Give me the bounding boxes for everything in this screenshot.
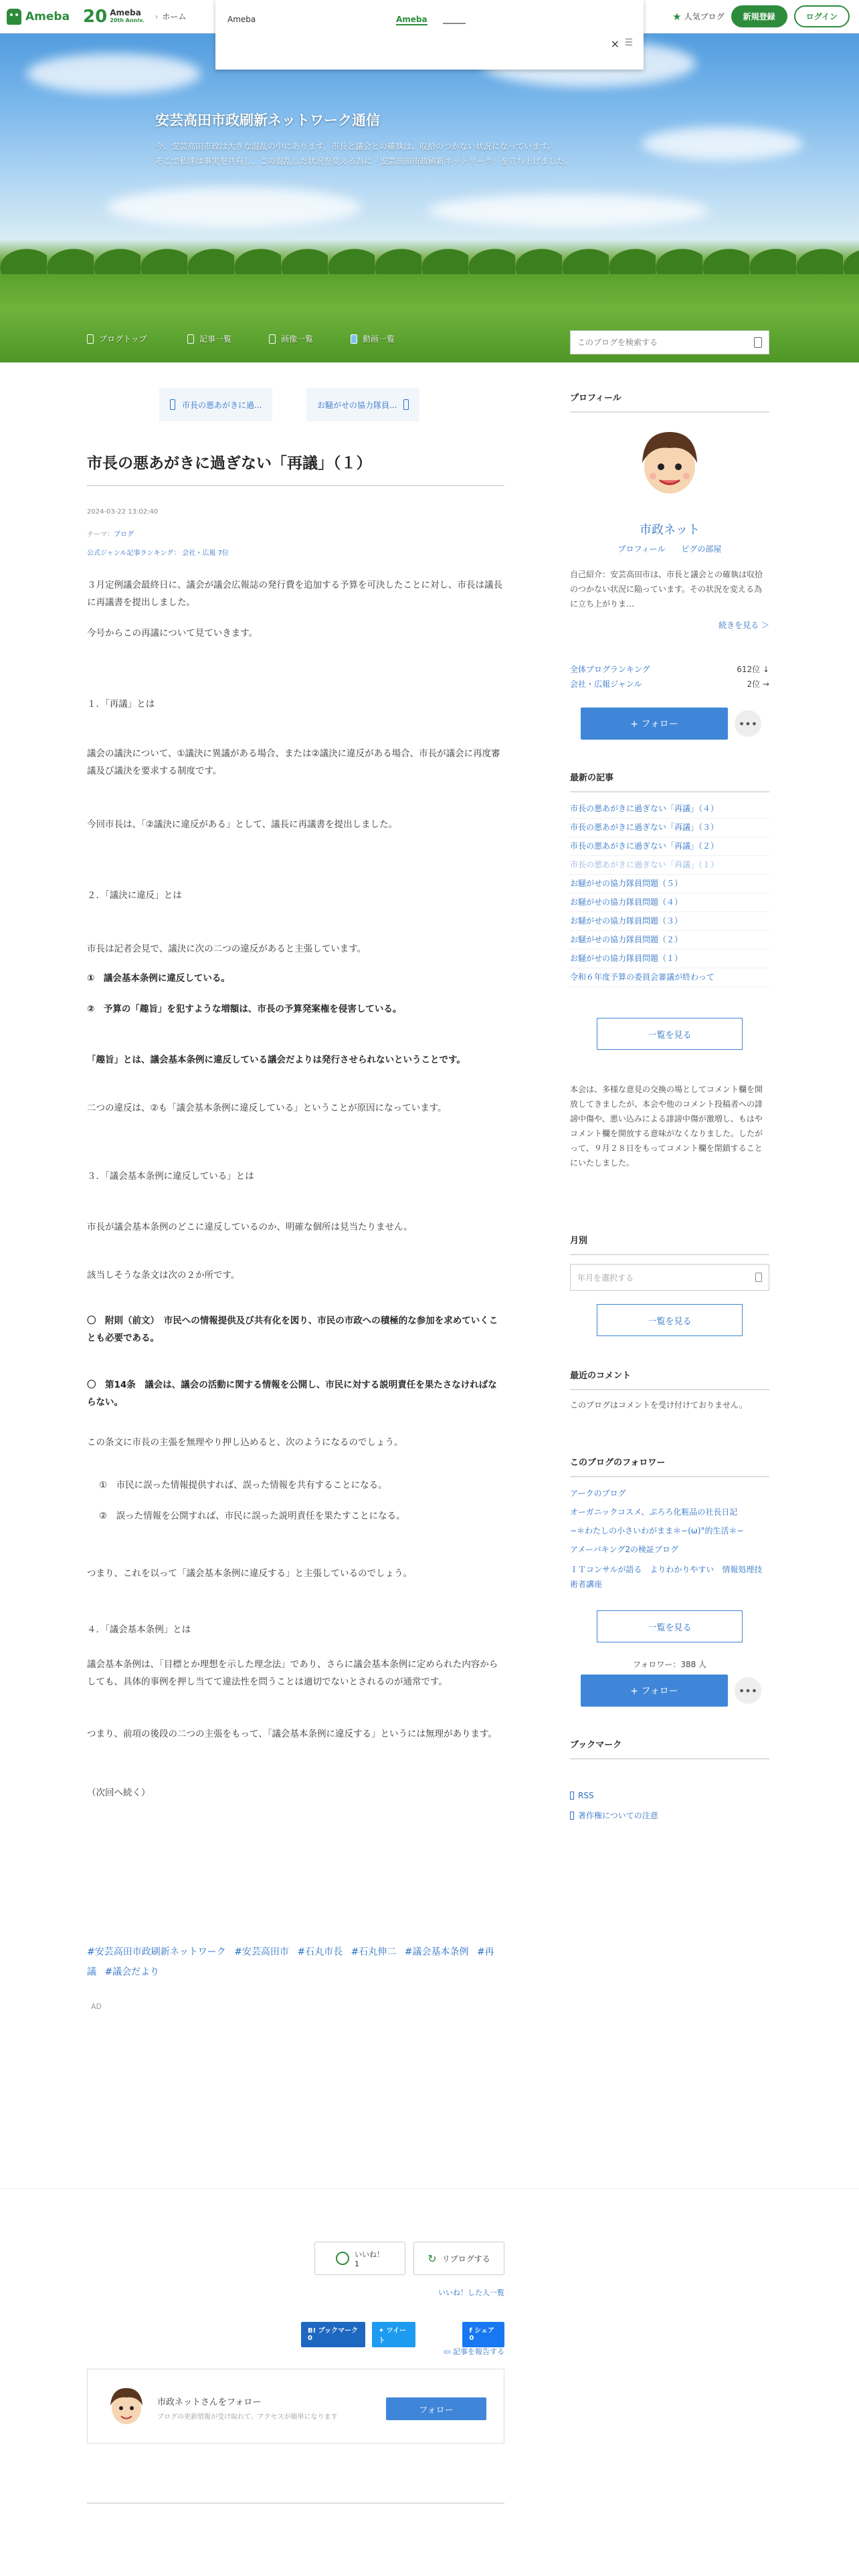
popular-blog-link[interactable] [672, 11, 724, 23]
follower-link[interactable]: ＩＴコンサルが語る よりわかりやすい 情報処理技術者講座 [570, 1565, 763, 1589]
followers-list-all-button[interactable]: 一覧を見る [597, 1610, 743, 1642]
divider [87, 2502, 504, 2504]
article-quote: 〇 第14条 議会は、議会の活動に関する情報を公開し、市民に対する説明責任を果たさなければならない。 [87, 1380, 497, 1408]
follower-link[interactable]: アークのブログ [570, 1489, 626, 1498]
prev-entry-label: 市長の悪あがきに過... [182, 400, 262, 410]
popup-left-label: Ameba [227, 15, 256, 24]
rss-icon [570, 1792, 574, 1800]
profile-heading: プロフィール [570, 391, 769, 413]
twitter-icon: ✦ [378, 2327, 385, 2335]
header-actions [672, 5, 850, 27]
facebook-share-count: 0 [469, 2335, 474, 2342]
hashtag-link[interactable]: #議会基本条例 [404, 1947, 469, 1957]
nav-entry-list[interactable] [187, 333, 231, 344]
like-count: 1 [355, 2259, 359, 2268]
register-button[interactable]: 新規登録 [731, 5, 787, 27]
article-heading: ４．「議会基本条例」とは [87, 1624, 191, 1635]
no-comments-text: このブログはコメントを受け付けておりません。 [570, 1400, 747, 1410]
facebook-share-button[interactable] [462, 2322, 504, 2347]
profile-name[interactable]: 市政ネット [640, 523, 700, 537]
anniversary-sub: 20th Anniv. [110, 17, 145, 23]
anniversary-logo[interactable] [83, 7, 145, 27]
report-link[interactable] [444, 2346, 504, 2357]
recent-entry-link[interactable]: お騒がせの協力隊員問題（３） [570, 915, 769, 931]
article-title: 市長の悪あがきに過ぎない「再議」（１） [87, 451, 504, 486]
article-paragraph: 今号からこの再議について見ていきます。 [87, 628, 258, 639]
reblog-label: リブログする [442, 2254, 490, 2264]
hatena-count: 0 [308, 2335, 312, 2342]
article-paragraph: 「趣旨」とは、議会基本条例に違反している議会だよりは発行させられないということです。 [87, 1055, 466, 1065]
ad-label: AD [91, 2002, 102, 2011]
hatena-bookmark-button[interactable] [301, 2322, 365, 2347]
article-point: ① 議会基本条例に違反している。 [87, 973, 230, 984]
theme-link[interactable]: ブログ [114, 531, 134, 538]
article-paragraph: 二つの違反は、②も「議会基本条例に違反している」ということが原因になっています。 [87, 1103, 447, 1113]
blog-search-input[interactable] [577, 338, 754, 347]
cloud-decoration [107, 187, 361, 227]
crown-icon: ★ [672, 10, 682, 23]
followers-heading: このブログのフォロワー [570, 1455, 769, 1477]
article-paragraph: （次回へ続く） [87, 1788, 151, 1798]
chevron-right-icon [403, 399, 409, 410]
author-avatar [105, 2384, 148, 2430]
facebook-icon: f [469, 2327, 472, 2335]
like-face-icon [336, 2252, 349, 2265]
rank-overall-value: 612位 ↓ [737, 665, 769, 674]
hatena-label: B! ブックマーク [308, 2327, 358, 2335]
article-paragraph: ３月定例議会最終日に、議会が議会広報誌の発行費を追加する予算を可決したことに対し、市長は議長に再議書を提出しました。 [87, 580, 502, 608]
article-paragraph: 今回市長は、「②議決に違反がある」として、議長に再議書を提出しました。 [87, 819, 398, 830]
follower-link[interactable]: アメーバキング2の検証ブログ [570, 1545, 678, 1554]
profile-link[interactable]: プロフィール [617, 544, 666, 554]
hashtag-link[interactable]: #安芸高田市政刷新ネットワーク [87, 1947, 226, 1957]
popup-right-label[interactable]: Ameba [396, 15, 427, 24]
share-buttons [301, 2322, 504, 2347]
list-icon [187, 334, 194, 344]
like-list-link[interactable]: いいね！した人一覧 [438, 2288, 504, 2297]
recent-entries-heading: 最新の記事 [570, 770, 769, 792]
video-icon [351, 334, 357, 344]
ameba-logo-text: Ameba [25, 9, 70, 23]
hashtag-link[interactable]: #議会だより [104, 1967, 160, 1977]
nav-blog-top[interactable] [87, 333, 147, 344]
month-select-value: 年月を選択する [577, 1273, 634, 1283]
follow-card-sub: ブログの更新情報が受け取れて、アクセスが簡単になります [157, 2413, 338, 2421]
next-entry-label: お騒がせの協力隊員... [317, 400, 397, 410]
hashtag-link[interactable]: #石丸伸二 [351, 1947, 397, 1957]
nav-label: 動画一覧 [363, 334, 395, 344]
anniversary-label [110, 9, 144, 25]
breadcrumb-home[interactable]: › ホーム [155, 11, 187, 22]
article-heading: ２．「議決に違反」とは [87, 890, 182, 901]
recent-entry-link[interactable]: 令和６年度予算の委員会審議が終わって [570, 971, 769, 987]
cloud-decoration [428, 194, 709, 227]
like-label: いいね！ [355, 2250, 384, 2259]
ameba-logo-icon [7, 9, 21, 25]
chevron-down-icon [755, 1273, 762, 1282]
chevron-left-icon [170, 399, 175, 410]
like-label-wrap [355, 2249, 384, 2268]
follow-card-name: 市政ネットさんをフォロー [157, 2397, 262, 2407]
follow-button-bottom[interactable]: + フォロー [581, 1675, 728, 1707]
hashtag-link[interactable]: #安芸高田市 [234, 1947, 289, 1957]
copyright-link[interactable] [570, 1810, 658, 1821]
recent-comments-heading: 最近のコメント [570, 1368, 769, 1390]
article-point: ② 予算の「趣旨」を犯すような増額は、市長の予算発案権を侵害している。 [87, 1004, 402, 1014]
more-options-button-bottom[interactable]: ••• [735, 1677, 761, 1704]
report-label: 記事を報告する [453, 2347, 504, 2356]
article-theme [87, 528, 134, 538]
article-paragraph: 議会基本条例は、「目標とか理想を示した理念法」であり、さらに議会基本条例に定められた内容からしても、具体的事例を押し当てて違法性を問うことは適切でないとされるのが通常です。 [87, 1659, 498, 1687]
theme-label: テーマ： [87, 531, 114, 538]
search-icon[interactable] [754, 337, 762, 348]
report-icon: ▭ [444, 2347, 451, 2356]
ameba-logo[interactable] [7, 9, 70, 25]
monthly-heading: 月別 [570, 1233, 769, 1255]
month-list-all-button[interactable]: 一覧を見る [597, 1304, 743, 1336]
article-paragraph: 該当しそうな条文は次の２か所です。 [87, 1270, 240, 1281]
rss-link[interactable] [570, 1791, 594, 1800]
profile-avatar[interactable] [634, 425, 705, 503]
reblog-icon: ↻ [427, 2252, 437, 2265]
popup-underline [443, 23, 466, 24]
article-paragraph: 市長は記者会見で、議決に次の二つの違反があると主張しています。 [87, 944, 367, 954]
follow-card-button[interactable]: フォロー [386, 2397, 486, 2420]
hashtag-link[interactable]: #再議 [87, 1947, 494, 1977]
nav-label: 画像一覧 [281, 334, 314, 344]
tweet-button[interactable] [372, 2322, 416, 2347]
menu-icon[interactable]: ☰ [624, 37, 633, 48]
follow-card [87, 2369, 504, 2444]
hashtag-list [87, 1942, 504, 1982]
rank-genre [570, 678, 769, 689]
tweet-label: ツイート [378, 2327, 407, 2345]
blog-search [570, 330, 769, 354]
bookmark-heading: ブックマーク [570, 1737, 769, 1759]
recent-entry-link[interactable]: 市長の悪あがきに過ぎない「再議」（２） [570, 840, 769, 856]
recent-entry-link[interactable]: お騒がせの協力隊員問題（４） [570, 896, 769, 912]
article-paragraph: この条文に市長の主張を無理やり押し込めると、次のようになるのでしょう。 [87, 1437, 403, 1448]
cloud-decoration [27, 53, 201, 94]
rank-overall [570, 663, 769, 675]
recent-entry-link[interactable]: お騒がせの協力隊員問題（１） [570, 952, 769, 968]
close-icon[interactable]: × [610, 37, 619, 50]
more-options-button[interactable]: ••• [735, 710, 761, 737]
recent-entry-link[interactable]: お騒がせの協力隊員問題（２） [570, 934, 769, 950]
popular-blog-label: 人気ブログ [684, 12, 725, 21]
image-icon [269, 334, 276, 344]
article-point: ② 誤った情報を公開すれば、市民に誤った説明責任を果たすことになる。 [99, 1511, 405, 1521]
facebook-share-label: シェア [474, 2327, 494, 2335]
article-paragraph: 市長が議会基本条例のどこに違反しているのか、明確な個所は見当たりません。 [87, 1222, 413, 1232]
recent-entry-link[interactable]: 市長の悪あがきに過ぎない「再議」（４） [570, 802, 769, 819]
article-quote: 〇 附則（前文） 市民への情報提供及び共有化を図り、市民の市政への積極的な参加を求めていくことも必要である。 [87, 1315, 498, 1344]
comment-policy-note: 本会は、多様な意見の交換の場としてコメント欄を開放してきましたが、本会や他のコメント投稿者への誹謗中傷や、悪い込みによる誹謗中傷が激増し、もはやコメント欄を開放する意味がなくなりました。したがって、９月２８日をもってコメント欄を閉鎖することにいたしました。 [570, 1085, 763, 1168]
blog-description [155, 139, 664, 169]
anniversary-number: 20 [83, 6, 108, 27]
month-select[interactable] [570, 1264, 769, 1291]
nav-label: ブログトップ [99, 334, 147, 344]
nav-video-list[interactable] [351, 333, 395, 344]
article-date: 2024-03-22 13:02:40 [87, 508, 159, 516]
article-paragraph: つまり、これを以って「議会基本条例に違反する」と主張しているのでしょう。 [87, 1568, 412, 1579]
home-icon [87, 334, 94, 344]
rank-genre-value: 2位 → [747, 679, 769, 689]
footer-divider [0, 2188, 859, 2189]
blog-description-line: そこで私達は事実を共有し、この混乱した状況を変える為に「安芸高田市政刷新ネットワーク」を立ち上げました。 [155, 156, 573, 166]
nav-label: 記事一覧 [199, 334, 232, 344]
follower-link[interactable]: オーガニックコスメ、ぷろろ化粧品の社長日記 [570, 1507, 738, 1517]
article-paragraph: つまり、前項の後段の二つの主張をもって、「議会基本条例に違反する」というには無理があります。 [87, 1729, 497, 1739]
overlay-popup [215, 0, 644, 70]
follow-button[interactable]: + フォロー [581, 708, 728, 740]
nav-image-list[interactable] [269, 333, 313, 344]
genre-ranking[interactable]: 公式ジャンル記事ランキング： 会社・広報 7位 [87, 550, 229, 557]
document-icon [570, 1812, 574, 1820]
pigg-room-link[interactable]: ピグの部屋 [681, 544, 722, 554]
blog-nav [0, 318, 859, 362]
entry-list-all-button[interactable]: 一覧を見る [597, 1018, 743, 1050]
follower-link[interactable]: −＊わたしの小さいわがまま＊−(ω)°的生活＊− [570, 1526, 744, 1535]
rss-label: RSS [578, 1791, 594, 1800]
next-entry-button[interactable] [306, 388, 419, 421]
follower-count: フォロワー：388 人 [632, 1660, 707, 1669]
rank-overall-link[interactable]: 全体ブログランキング [570, 665, 650, 674]
login-button[interactable]: ログイン [794, 5, 850, 27]
recent-entry-link[interactable]: 市長の悪あがきに過ぎない「再議」（３） [570, 821, 769, 837]
anniversary-text: Ameba [110, 7, 141, 17]
like-button[interactable] [314, 2242, 405, 2275]
blog-title[interactable]: 安芸高田市政刷新ネットワーク通信 [155, 112, 380, 128]
article-heading: １．「再議」とは [87, 699, 155, 710]
rank-genre-link[interactable]: 会社・広報ジャンル [570, 679, 642, 689]
hashtag-link[interactable]: #石丸市長 [297, 1947, 343, 1957]
cloud-decoration [642, 127, 803, 160]
article-heading: ３．「議会基本条例に違反している」とは [87, 1171, 254, 1182]
copyright-label: 著作権についての注意 [578, 1811, 658, 1820]
recent-entry-link[interactable]: 市長の悪あがきに過ぎない「再議」（１） [570, 859, 769, 875]
profile-intro: 自己紹介：安芸高田市は、市長と議会との確執は収拾のつかない状況に陥っています。その状況を変える為に立ち上がりま… [570, 570, 763, 609]
blog-description-line: 今、安芸高田市政は大きな混乱の中にあります。市長と議会との確執は、収拾のつかない状況になっています。 [155, 142, 556, 151]
reblog-button[interactable] [413, 2242, 504, 2275]
recent-entry-link[interactable]: お騒がせの協力隊員問題（５） [570, 877, 769, 893]
read-more-link[interactable]: 続きを見る ＞ [719, 621, 769, 630]
prev-entry-button[interactable] [159, 388, 272, 421]
article-point: ① 市民に誤った情報提供すれば、誤った情報を共有することになる。 [99, 1480, 387, 1491]
article-paragraph: 議会の議決について、①議決に異議がある場合、または②議決に違反がある場合、市長が議会に再度審議及び議決を要求する制度です。 [87, 748, 500, 776]
profile-links [570, 543, 769, 554]
